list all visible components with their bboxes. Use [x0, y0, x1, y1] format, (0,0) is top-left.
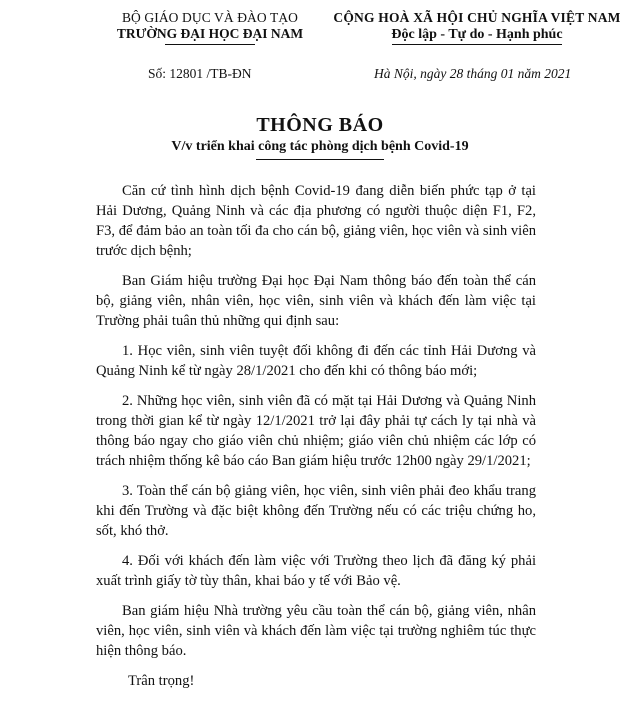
title-block: [0, 113, 640, 160]
issuer-block: [100, 10, 320, 45]
school-underline: [165, 44, 255, 45]
document-subtitle: V/v triển khai công tác phòng dịch bệnh Covid-19: [171, 139, 469, 154]
document-number: Số: 12801 /TB-ĐN: [148, 66, 252, 81]
closing-line: Trân trọng!: [128, 673, 195, 689]
document-body: [96, 181, 536, 701]
ministry-name: BỘ GIÁO DỤC VÀ ĐÀO TẠO: [121, 10, 299, 25]
subtitle-rule: [256, 159, 384, 160]
republic-name: CỘNG HOÀ XÃ HỘI CHỦ NGHĨA VIỆT NAM: [333, 10, 621, 25]
motto-underline: [392, 44, 562, 45]
rule-item-4: 4. Đối với khách đến làm việc với Trường theo lịch đã đăng ký phải xuất trình giấy tờ tùy thân, khai báo y tế với Bảo vệ.: [96, 553, 536, 589]
document-date: Hà Nội, ngày 28 tháng 01 năm 2021: [374, 66, 572, 81]
document-title: THÔNG BÁO: [256, 114, 384, 136]
rule-item-2: 2. Những học viên, sinh viên đã có mặt tại Hải Dương và Quảng Ninh trong thời gian kể từ ngày 12/1/2021 trở lại đây phải tự cách ly tại nhà và thông báo ngay cho giáo viên chủ nhiệm; giáo viên chủ nhiệm các lớp có trách nhiệm thống kê báo cáo Ban giám hiệu trước 12h00 ngày 29/1/2021;: [96, 393, 536, 469]
paragraph-announcement: Ban Giám hiệu trường Đại học Đại Nam thông báo đến toàn thể cán bộ, giảng viên, nhân viên, học viên, sinh viên và khách đến làm việc tại Trường phải tuân thủ những qui định sau:: [96, 273, 536, 329]
school-name: TRƯỜNG ĐẠI HỌC ĐẠI NAM: [116, 26, 304, 41]
rule-item-3: 3. Toàn thể cán bộ giảng viên, học viên, sinh viên phải đeo khẩu trang khi đến Trường và đặc biệt không đến Trường nếu có các triệu chứng ho, sốt, khó thở.: [96, 483, 536, 539]
national-header-block: [318, 10, 636, 45]
national-motto: Độc lập - Tự do - Hạnh phúc: [391, 27, 563, 42]
paragraph-request: Ban giám hiệu Nhà trường yêu cầu toàn thể cán bộ, giảng viên, nhân viên, học viên, sinh viên và khách đến làm việc tại trường nghiêm túc thực hiện thông báo.: [96, 603, 536, 659]
rule-item-1: 1. Học viên, sinh viên tuyệt đối không đi đến các tỉnh Hải Dương và Quảng Ninh kể từ ngày 28/1/2021 cho đến khi có thông báo mới;: [96, 343, 536, 379]
paragraph-context: Căn cứ tình hình dịch bệnh Covid-19 đang diễn biến phức tạp ở tại Hải Dương, Quảng Ninh và các địa phương có người thuộc diện F1, F2, F3, để đảm bảo an toàn tối đa cho cán bộ, giảng viên, học viên và sinh viên trước dịch bệnh;: [96, 183, 536, 259]
